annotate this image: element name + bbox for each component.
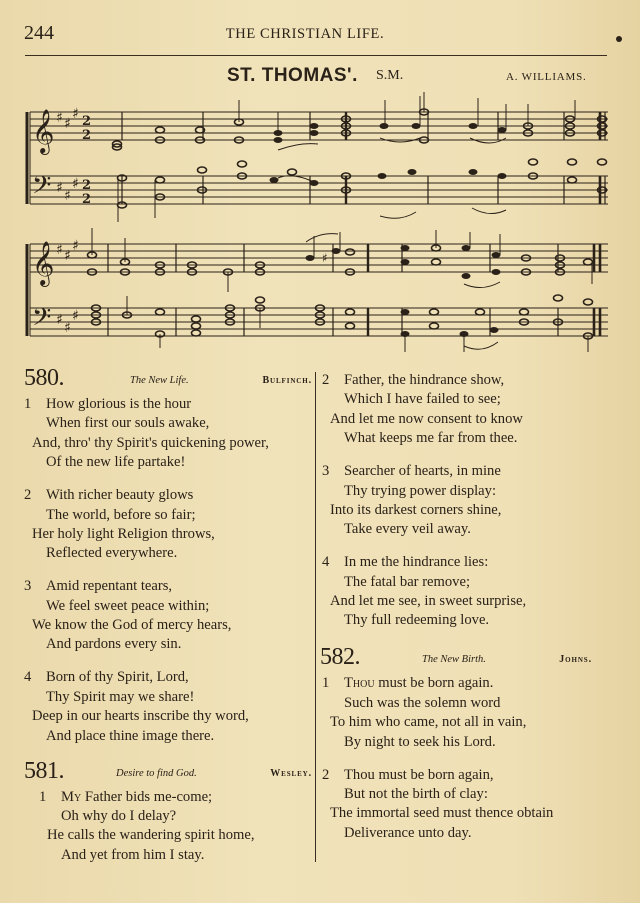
verse-line: In me the hindrance lies: [344, 554, 489, 571]
verse-line: Thou must be born again, [344, 766, 494, 783]
hymn-580 [24, 365, 312, 746]
stanza [24, 577, 312, 655]
verse-line: Amid repentant tears, [46, 578, 173, 595]
svg-text:2: 2 [82, 128, 92, 143]
verse-line: When first our souls awake, [46, 415, 210, 432]
verse-line: The fatal bar remove; [344, 573, 471, 590]
hymn-subtitle: The New Birth. [422, 654, 486, 666]
verse-line: And yet from him I stay. [61, 846, 205, 863]
verse-line: Thy trying power display: [344, 482, 496, 499]
verse-line: We know the God of mercy hears, [32, 617, 232, 634]
verse-line: Oh why do I delay? [61, 807, 177, 824]
left-column [24, 365, 312, 879]
header-rule [25, 55, 607, 56]
treble-clef-icon: 𝄞 [32, 109, 55, 153]
right-column [322, 371, 622, 857]
stanza-number: 3 [322, 463, 330, 480]
column-divider [315, 372, 316, 862]
svg-text:𝄞: 𝄞 [32, 241, 55, 285]
stanza-number: 3 [24, 578, 32, 595]
verse-line: Father bids me-come; [81, 788, 213, 805]
tune-composer: A. WILLIAMS. [506, 71, 587, 83]
hymn-581 [24, 758, 312, 866]
verse-line: The immortal seed must thence obtain [330, 805, 554, 822]
bass-clef-icon: 𝄢 [32, 171, 52, 206]
tune-heading [0, 63, 640, 89]
hymn-number: 580. [24, 365, 64, 391]
hymn-582 [322, 644, 622, 843]
tune-meter: S.M. [376, 68, 404, 83]
stanza [322, 674, 622, 752]
music-system-2 [20, 228, 612, 358]
svg-text:♯: ♯ [64, 188, 71, 204]
stanza [322, 766, 622, 844]
stanza-number: 1 [24, 396, 32, 412]
verse-line: He calls the wandering spirit home, [47, 827, 255, 844]
stanza-number: 2 [322, 766, 330, 783]
stanza [24, 788, 312, 866]
svg-text:♯: ♯ [56, 180, 63, 196]
running-title: THE CHRISTIAN LIFE. [225, 26, 385, 42]
hymn-author: Johns. [559, 654, 592, 666]
verse-line: must be born again. [374, 675, 494, 692]
svg-text:♯: ♯ [56, 242, 63, 258]
verse-line: What keeps me far from thee. [344, 430, 518, 447]
verse-line: Into its darkest corners shine, [330, 501, 502, 518]
verse-line: And place thine image there. [46, 727, 215, 744]
svg-text:♯: ♯ [64, 248, 71, 264]
verse-line: And, thro' thy Spirit's quickening power, [32, 434, 269, 451]
svg-text:♯: ♯ [72, 106, 79, 122]
first-word: Thou [344, 675, 375, 692]
verse-line: Reflected everywhere. [46, 545, 178, 562]
svg-text:2: 2 [82, 178, 92, 193]
svg-text:♯: ♯ [322, 251, 328, 265]
hymn-header [24, 365, 312, 395]
verse-line: Deep in our hearts inscribe thy word, [32, 708, 249, 725]
verse-line: Such was the solemn word [344, 694, 501, 711]
verse-line: But not the birth of clay: [344, 785, 488, 802]
hymn-author: Bulfinch. [262, 375, 312, 386]
stanza [24, 668, 312, 746]
stanza [24, 395, 312, 473]
stanza-number: 1 [39, 788, 47, 805]
verse-line: By night to seek his Lord. [344, 733, 496, 750]
music-system-1 [20, 92, 612, 222]
verse-line: Of the new life partake! [46, 454, 186, 471]
svg-text:♯: ♯ [64, 116, 71, 132]
verse-line: And let me see, in sweet surprise, [330, 593, 527, 610]
hymn-number: 581. [24, 757, 64, 784]
verse-line: Take every veil away. [344, 521, 471, 538]
hymn-subtitle: Desire to find God. [116, 767, 197, 779]
verse-line: How glorious is the hour [46, 396, 192, 412]
verse-line: The world, before so fair; [46, 506, 196, 523]
stanza [322, 371, 622, 449]
stanza-number: 2 [24, 487, 32, 504]
tune-name: ST. THOMAS'. [227, 65, 358, 86]
stanza-number: 2 [322, 372, 330, 388]
hymn-subtitle: The New Life. [130, 375, 189, 386]
verse-line: Which I have failed to see; [344, 391, 501, 408]
svg-text:♯: ♯ [64, 320, 71, 336]
svg-text:♯: ♯ [72, 176, 79, 192]
running-head [24, 22, 616, 46]
hymn-header [320, 644, 592, 674]
verse-line: Searcher of hearts, in mine [344, 463, 501, 480]
verse-line: Deliverance unto day. [344, 824, 472, 841]
hymn-author: Wesley. [270, 767, 312, 779]
verse-line: And pardons every sin. [46, 636, 182, 653]
hymn-header [24, 758, 312, 788]
score-system-1 [20, 92, 612, 222]
page-number: 244 [24, 22, 54, 44]
svg-text:♯: ♯ [72, 238, 79, 254]
verse-line: We feel sweet peace within; [46, 597, 210, 614]
svg-text:𝄢: 𝄢 [32, 303, 52, 338]
verse-line: Born of thy Spirit, Lord, [46, 669, 189, 686]
verse-line: And let me now consent to know [330, 410, 523, 427]
first-word: My [61, 788, 82, 805]
stanza [322, 553, 622, 631]
verse-line: Her holy light Religion throws, [32, 525, 215, 542]
verse-line: Thy full redeeming love. [344, 612, 490, 629]
svg-text:♯: ♯ [56, 110, 63, 126]
ink-speck [616, 36, 622, 42]
svg-text:2: 2 [82, 192, 92, 207]
svg-text:♯: ♯ [72, 308, 79, 324]
svg-text:♯: ♯ [56, 312, 63, 328]
verse-line: Thy Spirit may we share! [46, 688, 195, 705]
verse-line: To him who came, not all in vain, [330, 714, 527, 731]
verse-line: Father, the hindrance show, [344, 372, 505, 388]
verse-line: With richer beauty glows [46, 487, 194, 504]
stanza [322, 462, 622, 540]
stanza-number: 1 [322, 675, 330, 692]
stanza [24, 486, 312, 564]
stanza-number: 4 [24, 669, 32, 686]
svg-text:2: 2 [82, 114, 92, 129]
stanza-number: 4 [322, 554, 330, 571]
hymn-number: 582. [320, 644, 360, 671]
score-system-2 [20, 228, 612, 358]
